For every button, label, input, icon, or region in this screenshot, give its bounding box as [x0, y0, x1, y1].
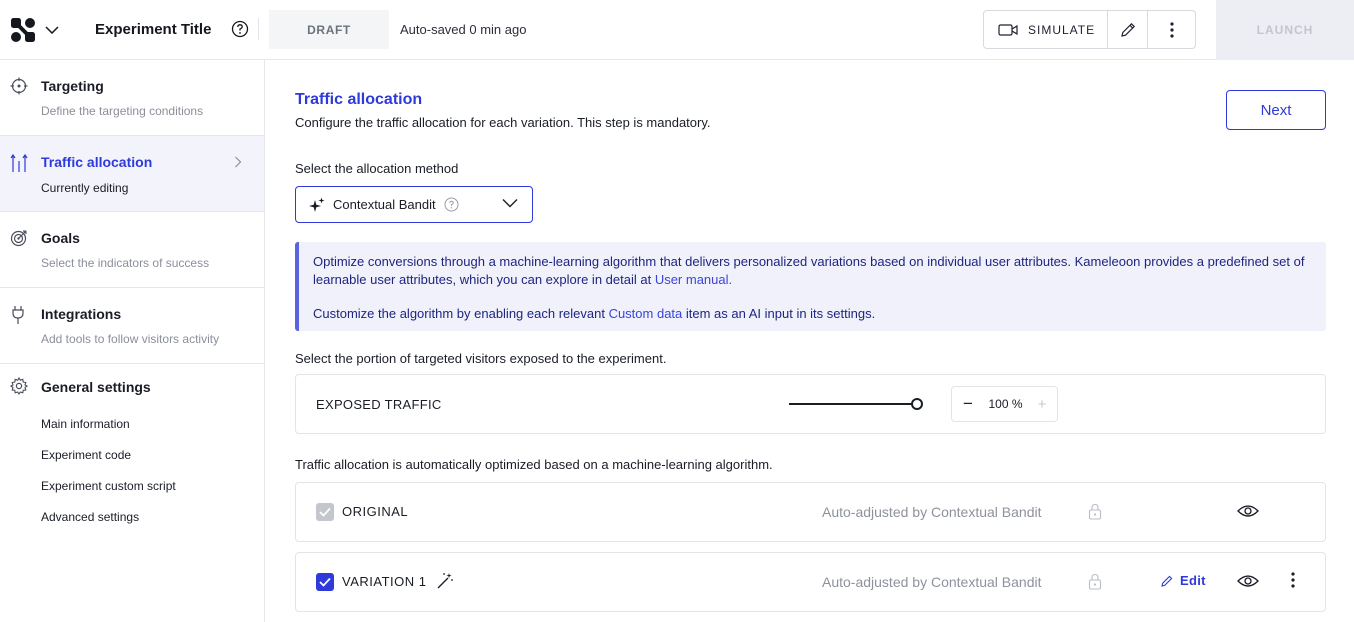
- decrement-button[interactable]: −: [963, 394, 973, 413]
- variation-checkbox[interactable]: [316, 503, 334, 521]
- traffic-split-icon: [10, 153, 28, 173]
- edit-label: Edit: [1180, 573, 1206, 588]
- chevron-down-icon: [502, 198, 518, 208]
- kameleoon-logo-icon: [10, 17, 36, 43]
- sidebar-item-targeting[interactable]: [0, 60, 264, 135]
- settings-link-advanced-settings[interactable]: Advanced settings: [41, 510, 140, 524]
- sidebar-item-title: Traffic allocation: [41, 154, 153, 170]
- info-paragraph: [313, 253, 1312, 289]
- edit-variation-button[interactable]: [1160, 573, 1206, 588]
- settings-link-custom-script[interactable]: Experiment custom script: [41, 479, 176, 493]
- eye-icon[interactable]: [1237, 503, 1259, 519]
- divider: [258, 18, 259, 40]
- vertical-dots-icon: [1170, 22, 1174, 38]
- exposed-traffic-stepper: [951, 386, 1058, 422]
- sidebar-item-title: Integrations: [41, 306, 122, 322]
- app-menu-button[interactable]: [10, 17, 59, 43]
- eye-icon[interactable]: [1237, 573, 1259, 589]
- variation-name: VARIATION 1: [342, 574, 427, 589]
- slider-handle[interactable]: [911, 398, 923, 410]
- exposed-traffic-slider[interactable]: [789, 397, 923, 411]
- info-callout: [295, 242, 1326, 331]
- crosshair-icon: [10, 77, 28, 95]
- lock-icon: [1088, 573, 1102, 590]
- custom-data-link[interactable]: Custom data: [608, 306, 683, 321]
- increment-button[interactable]: +: [1037, 395, 1047, 413]
- sidebar-item-title: Goals: [41, 230, 80, 246]
- optimized-note: Traffic allocation is automatically optimized based on a machine-learning algorithm.: [295, 457, 773, 472]
- plug-icon: [10, 305, 26, 325]
- experiment-title[interactable]: Experiment Title: [95, 21, 212, 38]
- info-text: Optimize conversions through a machine-learning algorithm that delivers personalized variations based on individual user attributes. Kameleoon provides a predefined set of learnable user attributes, which you can explore in detail at: [313, 254, 1305, 287]
- sidebar-item-title: Targeting: [41, 78, 104, 94]
- exposed-traffic-label: EXPOSED TRAFFIC: [316, 397, 442, 412]
- sidebar-item-subtitle: Select the indicators of success: [41, 256, 210, 270]
- target-icon: [10, 229, 28, 247]
- magic-wand-icon[interactable]: [436, 572, 454, 590]
- pencil-icon: [1119, 21, 1137, 39]
- variation-name: ORIGINAL: [342, 504, 409, 519]
- auto-adjusted-text: Auto-adjusted by Contextual Bandit: [822, 504, 1042, 520]
- variation-row-variation-1: [295, 552, 1326, 612]
- top-bar: [0, 0, 1354, 60]
- info-text: item as an AI input in its settings.: [682, 306, 876, 321]
- sidebar-item-general-settings[interactable]: [0, 364, 264, 404]
- header-toolbar: [983, 10, 1196, 49]
- auto-adjusted-text: Auto-adjusted by Contextual Bandit: [822, 574, 1042, 590]
- slider-track: [789, 403, 917, 405]
- sidebar-item-subtitle: Currently editing: [41, 181, 129, 195]
- exposed-traffic-value[interactable]: 100 %: [988, 397, 1023, 411]
- more-options-button[interactable]: [1148, 11, 1195, 48]
- sidebar-item-integrations[interactable]: [0, 288, 264, 363]
- method-label: Select the allocation method: [295, 161, 459, 176]
- sidebar-item-traffic-allocation[interactable]: [0, 136, 264, 211]
- variation-checkbox[interactable]: [316, 573, 334, 591]
- allocation-method-select[interactable]: [295, 186, 533, 223]
- exposed-traffic-panel: [295, 374, 1326, 434]
- sidebar-item-title: General settings: [41, 379, 151, 395]
- sidebar-item-goals[interactable]: [0, 212, 264, 287]
- status-badge: DRAFT: [269, 10, 389, 49]
- info-text: Customize the algorithm by enabling each relevant: [313, 306, 609, 321]
- settings-link-experiment-code[interactable]: Experiment code: [41, 448, 132, 462]
- chevron-down-icon: [45, 26, 59, 34]
- help-icon[interactable]: [231, 20, 249, 38]
- variation-row-original: [295, 482, 1326, 542]
- lock-icon: [1088, 503, 1102, 520]
- settings-link-main-information[interactable]: Main information: [41, 417, 130, 431]
- next-button[interactable]: Next: [1226, 90, 1326, 130]
- chevron-right-icon: [234, 156, 242, 168]
- simulate-button[interactable]: [984, 11, 1108, 48]
- autosave-status: Auto-saved 0 min ago: [400, 22, 527, 37]
- page-subtitle: Configure the traffic allocation for each variation. This step is mandatory.: [295, 115, 711, 130]
- exposure-label: Select the portion of targeted visitors exposed to the experiment.: [295, 351, 667, 366]
- pencil-icon: [1160, 574, 1174, 588]
- page-title: Traffic allocation: [295, 91, 423, 108]
- sparkle-icon: [309, 197, 325, 213]
- help-icon[interactable]: [444, 197, 459, 212]
- launch-button[interactable]: LAUNCH: [1216, 0, 1354, 60]
- edit-button[interactable]: [1108, 11, 1148, 48]
- steps-sidebar: [0, 60, 265, 622]
- vertical-dots-icon[interactable]: [1291, 572, 1295, 588]
- info-paragraph: [313, 305, 1312, 323]
- sidebar-item-subtitle: Define the targeting conditions: [41, 104, 204, 118]
- camera-icon: [998, 23, 1018, 37]
- method-value: Contextual Bandit: [333, 197, 436, 212]
- sidebar-item-subtitle: Add tools to follow visitors activity: [41, 332, 220, 346]
- gear-icon: [10, 377, 28, 395]
- user-manual-link[interactable]: User manual.: [654, 272, 733, 287]
- simulate-label: SIMULATE: [1028, 22, 1096, 37]
